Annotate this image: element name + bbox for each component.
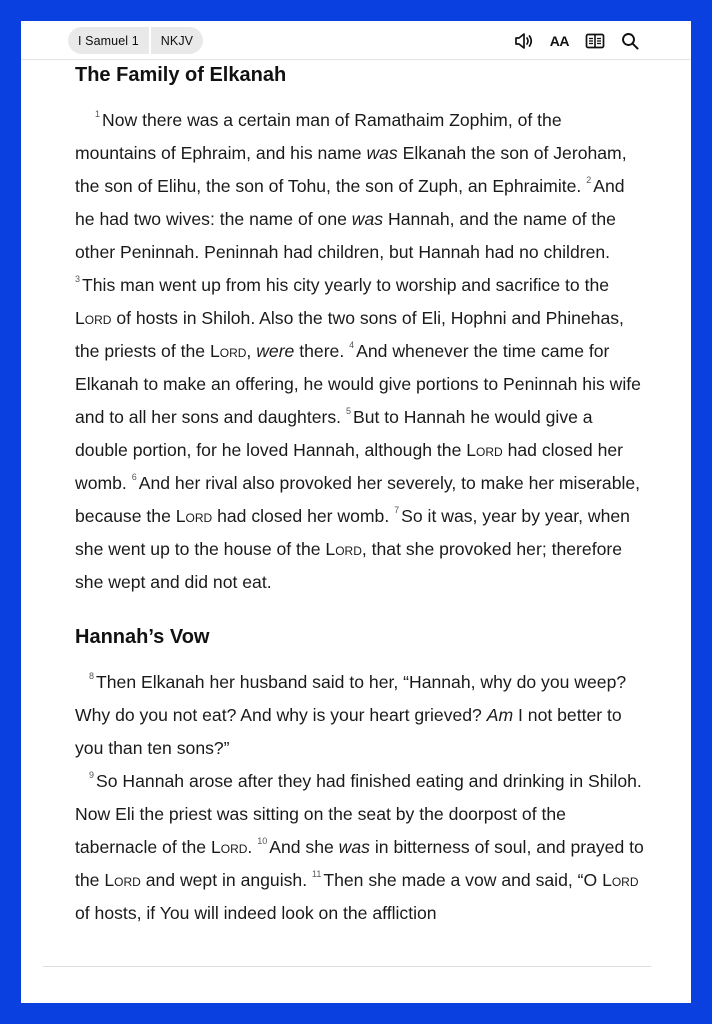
passage-selector[interactable] <box>68 27 203 54</box>
verse-number[interactable]: 8 <box>89 671 95 681</box>
verse-italic: Am <box>486 705 514 725</box>
divine-name: Lord <box>602 870 639 890</box>
verse-italic: was <box>338 837 370 857</box>
bottom-divider <box>43 966 651 967</box>
parallel-book-icon[interactable] <box>585 30 605 52</box>
verse-number[interactable]: 5 <box>345 406 351 416</box>
verse-text: of hosts in Shiloh. Also the two sons of Eli, Hophni and Phinehas, the priests of the <box>75 308 624 361</box>
verse-number[interactable]: 7 <box>394 505 400 515</box>
toolbar-actions <box>514 30 639 52</box>
verse-text: And her rival also provoked her severely, to make her miserable, because the <box>75 473 641 526</box>
verse-number[interactable]: 11 <box>312 869 322 879</box>
verse-text: had closed her womb. <box>75 440 624 493</box>
verse-italic: was <box>366 143 398 163</box>
verse-text: And he had two wives: the name of one <box>75 176 625 229</box>
verse-text: And she <box>269 837 339 857</box>
section-heading: The Family of Elkanah <box>75 64 287 86</box>
verse-italic: was <box>351 209 384 229</box>
verse-text: I not better to you than ten sons?” <box>75 705 622 758</box>
verse-number[interactable]: 4 <box>349 340 355 350</box>
verse-text: , <box>246 341 257 361</box>
verse-text: , that she provoked her; therefore she wept and did not eat. <box>75 539 623 592</box>
verse-text: in bitterness of soul, and prayed to the <box>75 837 644 890</box>
divine-name: Lord <box>466 440 503 460</box>
verse-text: Elkanah the son of Jeroham, the son of Elihu, the son of Tohu, the son of Zuph, an Ephraimite. <box>75 143 627 196</box>
verse-text: of hosts, if You will indeed look on the affliction <box>75 903 437 923</box>
divine-name: Lord <box>325 539 362 559</box>
divine-name: Lord <box>210 837 248 857</box>
search-icon[interactable] <box>621 30 639 52</box>
speaker-icon[interactable] <box>514 30 534 52</box>
verse-number[interactable]: 9 <box>89 770 95 780</box>
book-chapter-button[interactable]: I Samuel 1 <box>78 33 139 48</box>
section-heading: Hannah’s Vow <box>75 626 210 648</box>
verse-text: Then she made a vow and said, “O <box>323 870 603 890</box>
reader-page <box>21 21 691 1003</box>
version-button[interactable]: NKJV <box>160 33 194 48</box>
paragraph <box>75 104 645 599</box>
top-toolbar <box>21 21 691 60</box>
verse-text: So it was, year by year, when she went up to the house of the <box>75 506 630 559</box>
verse-text: So Hannah arose after they had finished eating and drinking in Shiloh. Now Eli the priest was sitting on the seat by the doorpost of the tabernacle of the <box>75 771 642 857</box>
verse-number[interactable]: 1 <box>95 109 101 119</box>
divine-name: Lord <box>175 506 213 526</box>
verse-text: had closed her womb. <box>212 506 390 526</box>
paragraph <box>75 765 645 930</box>
scripture-content <box>75 59 645 930</box>
verse-text: Now there was a certain man of Ramathaim Zophim, of the mountains of Ephraim, and his name <box>75 110 562 163</box>
paragraph <box>75 666 645 765</box>
verse-text: And whenever the time came for Elkanah to make an offering, he would give portions to Peninnah his wife and to all her sons and daughters. <box>75 341 641 427</box>
verse-text: But to Hannah he would give a double portion, for he loved Hannah, although the <box>75 407 593 460</box>
verse-text: and wept in anguish. <box>140 870 308 890</box>
verse-text: . <box>247 837 253 857</box>
divine-name: Lord <box>75 308 112 328</box>
verse-text: there. <box>294 341 345 361</box>
text-size-icon[interactable]: AA <box>549 33 569 49</box>
verse-text: Hannah, and the name of the other Peninnah. Peninnah had children, but Hannah had no children. <box>75 209 616 262</box>
divine-name: Lord <box>209 341 247 361</box>
verse-number[interactable]: 2 <box>586 175 592 185</box>
verse-number[interactable]: 3 <box>75 274 81 284</box>
verse-text: Then Elkanah her husband said to her, “Hannah, why do you weep? Why do you not eat? And why is your heart grieved? <box>75 672 627 725</box>
verse-text: This man went up from his city yearly to worship and sacrifice to the <box>82 275 610 295</box>
verse-number[interactable]: 10 <box>257 836 268 846</box>
verse-number[interactable]: 6 <box>131 472 137 482</box>
divine-name: Lord <box>104 870 141 890</box>
verse-italic: were <box>256 341 295 361</box>
